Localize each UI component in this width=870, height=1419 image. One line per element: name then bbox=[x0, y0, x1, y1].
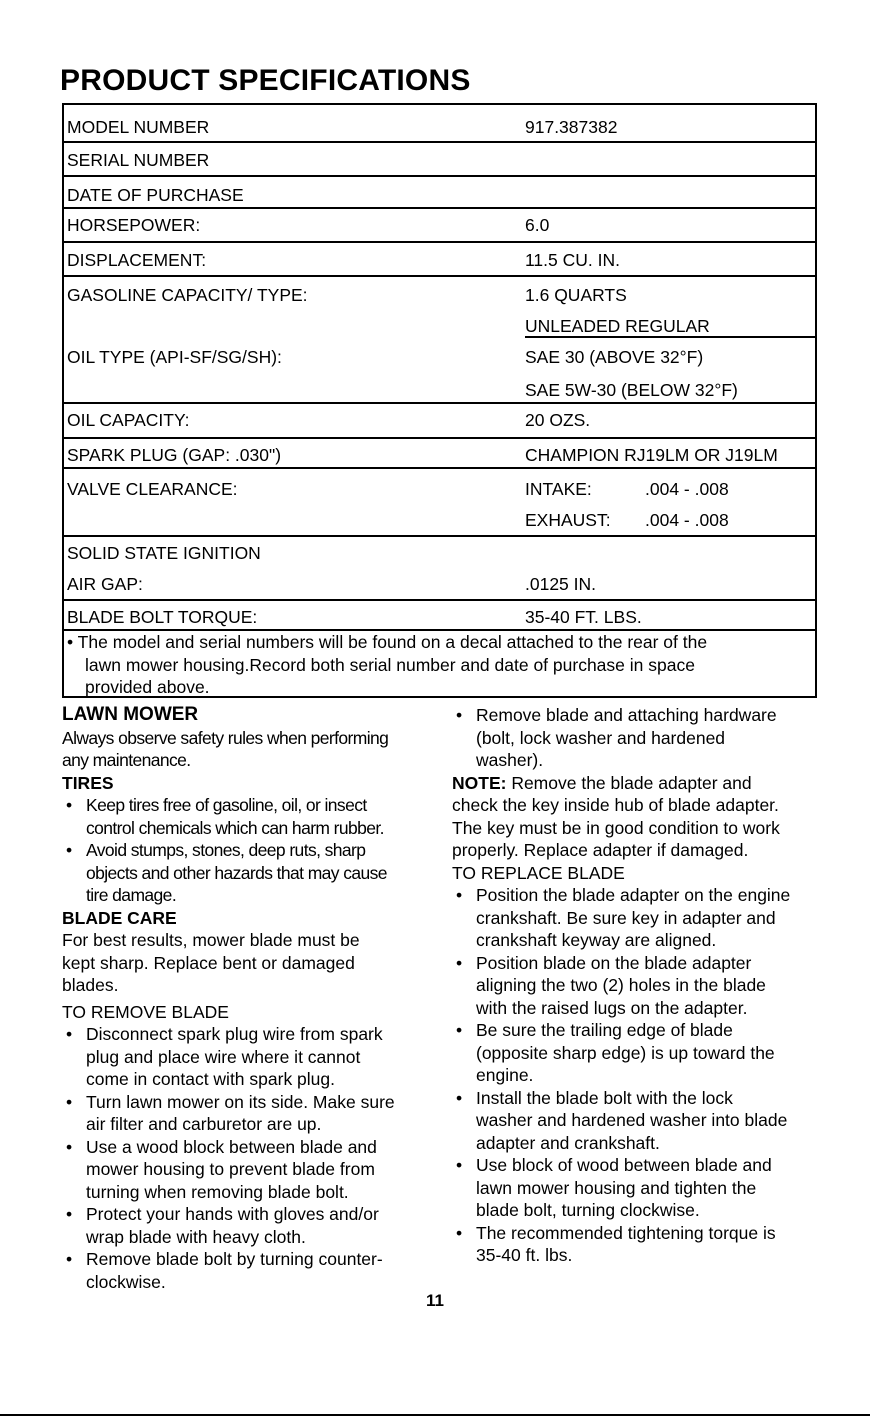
left-column bbox=[62, 704, 432, 1293]
spec-row-displacement bbox=[64, 250, 815, 277]
text-line: • Avoid stumps, stones, deep ruts, sharp bbox=[86, 840, 366, 860]
spec-label: SPARK PLUG (GAP: .030") bbox=[67, 445, 282, 465]
spec-row-horsepower bbox=[64, 215, 815, 243]
subsection-heading: TO REMOVE BLADE bbox=[62, 1001, 229, 1022]
spec-value: .0125 IN. bbox=[525, 574, 597, 594]
text-line: come in contact with spark plug. bbox=[86, 1069, 336, 1089]
text-line: mower housing to prevent blade from bbox=[86, 1159, 375, 1179]
spec-row-spark-plug bbox=[64, 445, 815, 469]
text-line: kept sharp. Replace bent or damaged bbox=[62, 952, 355, 973]
note-paragraph bbox=[452, 772, 827, 795]
spec-row-air-gap bbox=[64, 574, 815, 601]
text-line: • Turn lawn mower on its side. Make sure bbox=[86, 1091, 395, 1112]
text-line: • Position the blade adapter on the engine bbox=[476, 885, 791, 905]
text-line: aligning the two (2) holes in the blade bbox=[476, 975, 766, 995]
text-line: • Disconnect spark plug wire from spark bbox=[86, 1024, 383, 1044]
spec-label: GASOLINE CAPACITY/ TYPE: bbox=[67, 285, 308, 305]
text-line: • Protect your hands with gloves and/or bbox=[86, 1204, 379, 1224]
subsection-heading: TO REPLACE BLADE bbox=[452, 862, 625, 883]
text-line: For best results, mower blade must be bbox=[62, 930, 360, 950]
spec-label: VALVE CLEARANCE: bbox=[67, 479, 238, 499]
footer-rule bbox=[0, 1414, 870, 1416]
list-item bbox=[62, 794, 432, 839]
spec-row-torque bbox=[64, 607, 815, 631]
text-line: • Use a wood block between blade and bbox=[86, 1136, 377, 1157]
spec-label: SERIAL NUMBER bbox=[67, 150, 210, 170]
text-line: control chemicals which can harm rubber. bbox=[86, 817, 384, 838]
specifications-table bbox=[62, 103, 817, 698]
spec-row-valve bbox=[64, 479, 815, 537]
spec-value: SAE 30 (ABOVE 32°F) bbox=[525, 347, 704, 367]
spec-value: UNLEADED REGULAR bbox=[525, 316, 817, 338]
text-line: tire damage. bbox=[86, 885, 177, 905]
spec-label: OIL CAPACITY: bbox=[67, 410, 190, 430]
text-line: • Remove blade bolt by turning counter- bbox=[86, 1249, 383, 1269]
spec-label: DATE OF PURCHASE bbox=[67, 185, 244, 205]
text-line: The key must be in good condition to work bbox=[452, 817, 780, 838]
right-column bbox=[452, 704, 827, 1267]
text-line: lawn mower housing and tighten the bbox=[476, 1177, 757, 1198]
text-line: (opposite sharp edge) is up toward the bbox=[476, 1042, 775, 1063]
spec-row-model bbox=[64, 117, 815, 143]
spec-value: 11.5 CU. IN. bbox=[525, 250, 620, 270]
spec-value-exhaust bbox=[525, 510, 729, 530]
note-line: provided above. bbox=[85, 677, 210, 697]
text-line: • Remove blade and attaching hardware bbox=[476, 705, 777, 725]
spec-row-oil-type bbox=[64, 347, 815, 403]
text-line: blade bolt, turning clockwise. bbox=[476, 1200, 700, 1220]
text-line: • Install the blade bolt with the lock bbox=[476, 1087, 733, 1108]
spec-row-date bbox=[64, 185, 815, 209]
text-line: wrap blade with heavy cloth. bbox=[86, 1226, 306, 1247]
spec-label: OIL TYPE (API-SF/SG/SH): bbox=[67, 347, 282, 367]
spec-row-gasoline bbox=[64, 285, 815, 337]
exhaust-value: .004 - .008 bbox=[645, 510, 729, 530]
text-line: properly. Replace adapter if damaged. bbox=[452, 840, 749, 860]
spec-value: 1.6 QUARTS bbox=[525, 285, 627, 305]
text-line: • The recommended tightening torque is bbox=[476, 1222, 776, 1243]
text-line: with the raised lugs on the adapter. bbox=[476, 997, 748, 1018]
spec-value: 6.0 bbox=[525, 215, 550, 235]
intake-label: INTAKE: bbox=[525, 479, 592, 499]
spec-label: DISPLACEMENT: bbox=[67, 250, 207, 270]
spec-value: 917.387382 bbox=[525, 117, 618, 137]
list-item bbox=[452, 952, 827, 1020]
list-item bbox=[62, 1203, 432, 1248]
page-number: 11 bbox=[426, 1291, 444, 1310]
spec-value: SAE 5W-30 (BELOW 32°F) bbox=[525, 380, 738, 400]
spec-value-intake bbox=[525, 479, 729, 499]
spec-label: MODEL NUMBER bbox=[67, 117, 210, 137]
spec-label: HORSEPOWER: bbox=[67, 215, 201, 235]
text-line: blades. bbox=[62, 975, 119, 995]
spec-value: 35-40 FT. LBS. bbox=[525, 607, 642, 627]
list-item bbox=[62, 1091, 432, 1136]
text-line: Always observe safety rules when performing bbox=[62, 727, 389, 748]
list-item bbox=[452, 884, 827, 952]
text-line: • Keep tires free of gasoline, oil, or insect bbox=[86, 795, 367, 815]
exhaust-label: EXHAUST: bbox=[525, 510, 611, 530]
intake-value: .004 - .008 bbox=[645, 479, 729, 499]
spec-row-serial bbox=[64, 150, 815, 177]
list-item bbox=[452, 1087, 827, 1155]
text-line: washer and hardened washer into blade bbox=[476, 1110, 788, 1130]
list-item bbox=[452, 704, 827, 772]
list-item bbox=[452, 1222, 827, 1267]
spec-row-oil-capacity bbox=[64, 410, 815, 439]
list-item bbox=[452, 1154, 827, 1222]
divider bbox=[64, 402, 815, 404]
text-line: clockwise. bbox=[86, 1271, 166, 1292]
spec-value: 20 OZS. bbox=[525, 410, 591, 430]
subsection-heading: TIRES bbox=[62, 772, 114, 793]
page-title: PRODUCT SPECIFICATIONS bbox=[60, 64, 471, 97]
text-line: air filter and carburetor are up. bbox=[86, 1114, 322, 1134]
list-item bbox=[62, 1023, 432, 1091]
text-line: crankshaft keyway are aligned. bbox=[476, 930, 717, 950]
text-line: (bolt, lock washer and hardened bbox=[476, 727, 726, 748]
spec-label: SOLID STATE IGNITION bbox=[67, 543, 261, 563]
spec-label: BLADE BOLT TORQUE: bbox=[67, 607, 258, 627]
section-heading: LAWN MOWER bbox=[62, 704, 199, 725]
text-line: • Use block of wood between blade and bbox=[476, 1155, 772, 1175]
note-line: lawn mower housing.Record both serial number and date of purchase in space bbox=[85, 654, 695, 675]
text-line: check the key inside hub of blade adapter. bbox=[452, 795, 779, 815]
text-line: • Position blade on the blade adapter bbox=[476, 952, 752, 973]
spec-value: CHAMPION RJ19LM OR J19LM bbox=[525, 445, 778, 465]
subsection-heading: BLADE CARE bbox=[62, 907, 177, 928]
note-label: NOTE: bbox=[452, 772, 507, 793]
spec-label: AIR GAP: bbox=[67, 574, 143, 594]
text-line: • Be sure the trailing edge of blade bbox=[476, 1020, 733, 1040]
text-line: engine. bbox=[476, 1065, 534, 1085]
text-line: adapter and crankshaft. bbox=[476, 1132, 660, 1153]
list-item bbox=[62, 1136, 432, 1204]
text-line: washer). bbox=[476, 750, 544, 770]
spec-row-ignition bbox=[64, 543, 815, 565]
text-line: Remove the blade adapter and bbox=[506, 772, 752, 793]
text-line: turning when removing blade bolt. bbox=[86, 1181, 349, 1202]
text-line: 35-40 ft. lbs. bbox=[476, 1245, 573, 1265]
list-item bbox=[62, 839, 432, 907]
text-line: plug and place wire where it cannot bbox=[86, 1046, 361, 1067]
text-line: crankshaft. Be sure key in adapter and bbox=[476, 907, 776, 928]
note-line: • The model and serial numbers will be found on a decal attached to the rear of the bbox=[67, 632, 708, 652]
spec-note bbox=[67, 631, 812, 699]
list-item bbox=[452, 1019, 827, 1087]
text-line: objects and other hazards that may cause bbox=[86, 862, 387, 883]
text-line: any maintenance. bbox=[62, 750, 191, 770]
list-item bbox=[62, 1248, 432, 1293]
